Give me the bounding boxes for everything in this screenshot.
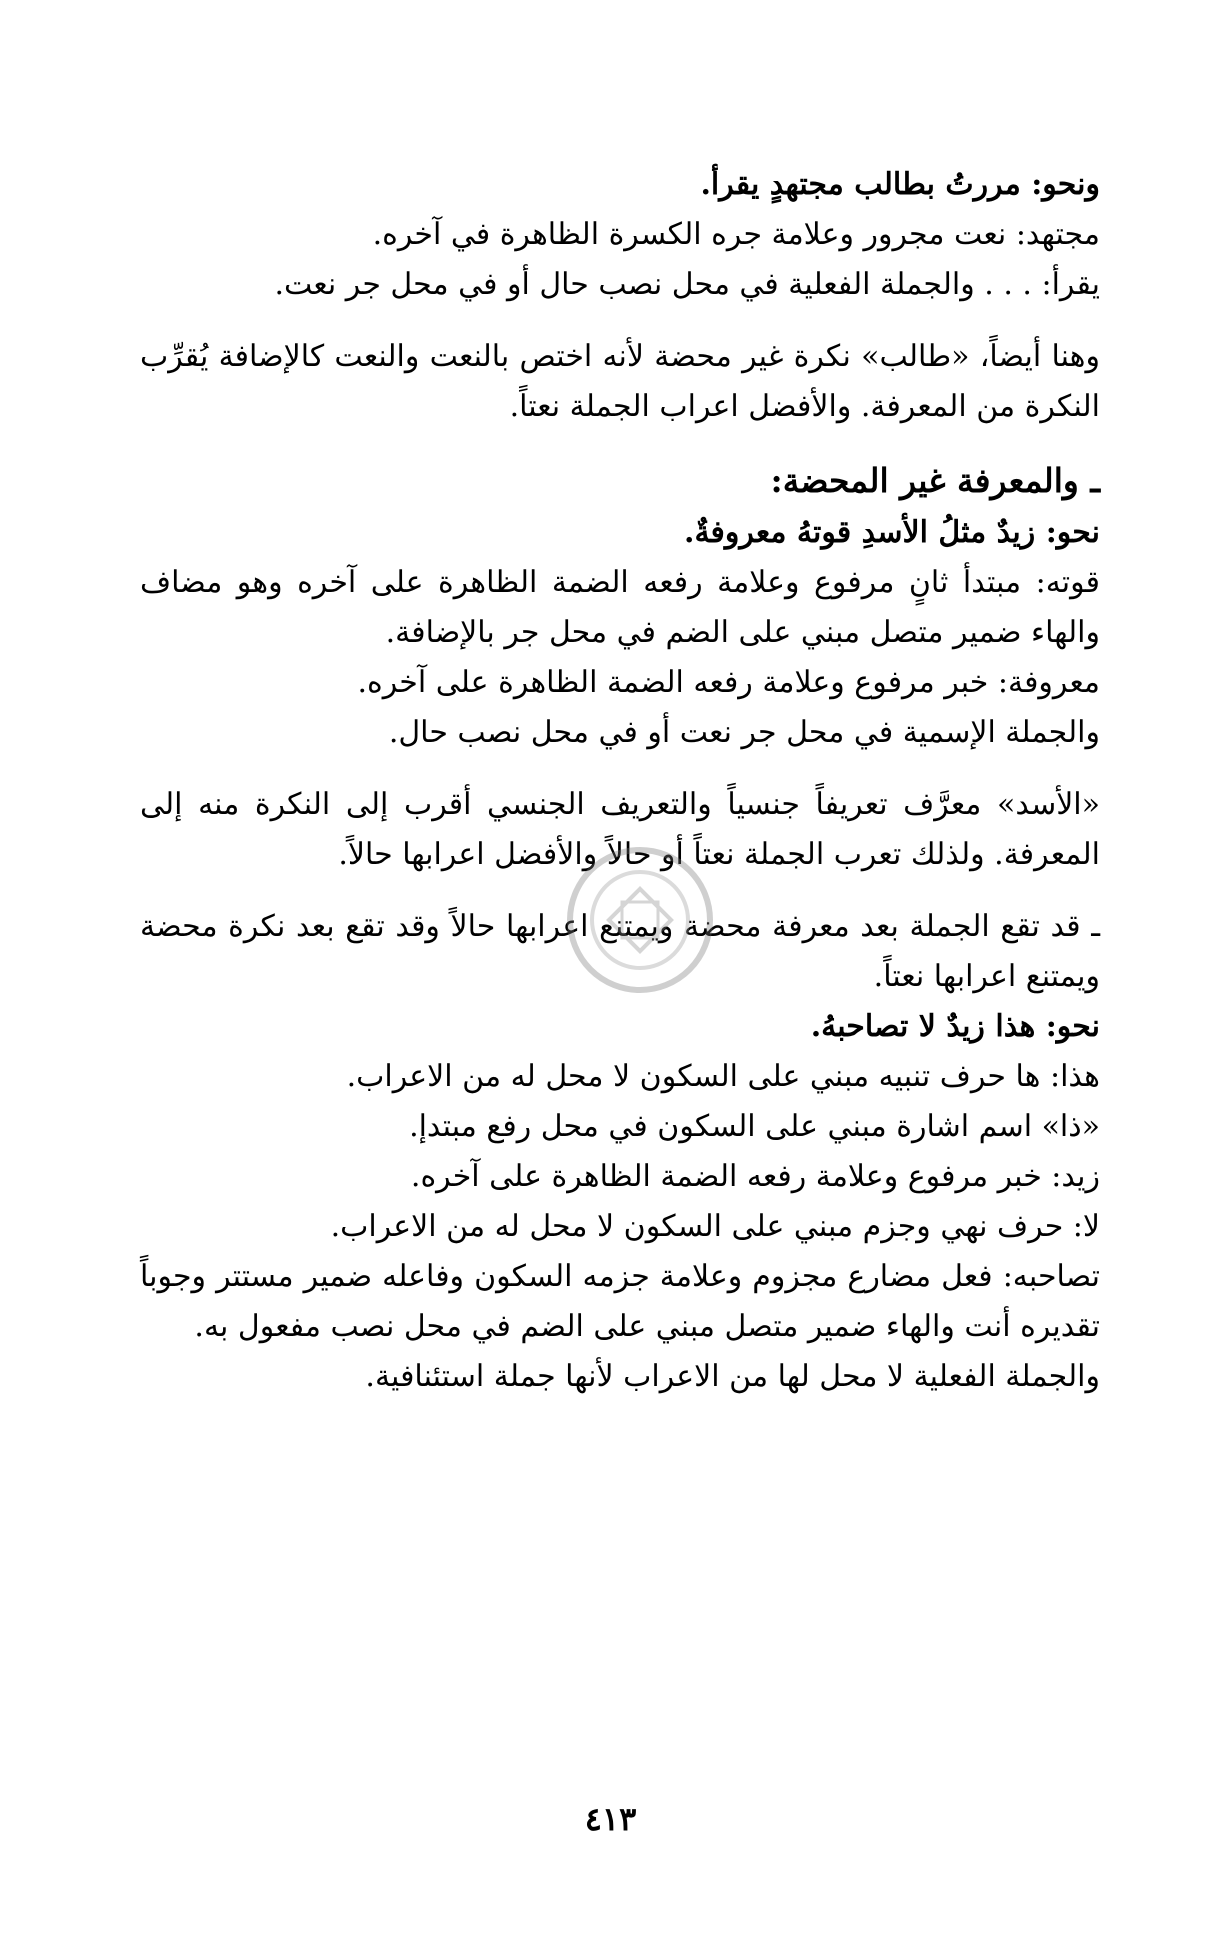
- page-body: [140, 160, 1100, 1840]
- example-sentence: ونحو: مررتُ بطالب مجتهدٍ يقرأ.: [700, 167, 1100, 202]
- page-number: ٤١٣: [584, 1800, 637, 1838]
- parse-line: تصاحبه: فعل مضارع مجزوم وعلامة جزمه السكون وفاعله ضمير مستتر وجوباً تقديره أنت والهاء ضمير متصل مبني على الضم في محل نصب مفعول به.: [140, 1259, 1100, 1344]
- parse-line: قوته: مبتدأ ثانٍ مرفوع وعلامة رفعه الضمة الظاهرة على آخره وهو مضاف والهاء ضمير متصل مبني على الضم في محل جر بالإضافة.: [140, 565, 1100, 650]
- parse-line: والجملة الإسمية في محل جر نعت أو في محل نصب حال.: [388, 715, 1100, 750]
- section-heading: ـ والمعرفة غير المحضة:: [770, 461, 1100, 500]
- example-sentence: نحو: هذا زيدٌ لا تصاحبهُ.: [810, 1009, 1100, 1044]
- parse-line: والجملة الفعلية لا محل لها من الاعراب لأنها جملة استئنافية.: [365, 1359, 1100, 1394]
- example-sentence: نحو: زيدٌ مثلُ الأسدِ قوتهُ معروفةٌ.: [684, 515, 1100, 550]
- parse-line: مجتهد: نعت مجرور وعلامة جره الكسرة الظاهرة في آخره.: [372, 217, 1100, 252]
- parse-line: «ذا» اسم اشارة مبني على السكون في محل رفع مبتدإ.: [409, 1109, 1100, 1144]
- parse-line: لا: حرف نهي وجزم مبني على السكون لا محل له من الاعراب.: [330, 1209, 1100, 1244]
- parse-line: معروفة: خبر مرفوع وعلامة رفعه الضمة الظاهرة على آخره.: [357, 665, 1100, 700]
- explanation-paragraph: وهنا أيضاً، «طالب» نكرة غير محضة لأنه اختص بالنعت والنعت كالإضافة يُقرِّب النكرة من المعرفة. والأفضل اعراب الجملة نعتاً.: [140, 339, 1100, 424]
- parse-line: يقرأ: . . . والجملة الفعلية في محل نصب حال أو في محل جر نعت.: [274, 267, 1100, 302]
- explanation-paragraph: ـ قد تقع الجملة بعد معرفة محضة ويمتنع اعرابها حالاً وقد تقع بعد نكرة محضة ويمتنع اعرابها نعتاً.: [140, 909, 1100, 994]
- explanation-paragraph: «الأسد» معرَّف تعريفاً جنسياً والتعريف الجنسي أقرب إلى النكرة منه إلى المعرفة. ولذلك تعرب الجملة نعتاً أو حالاً والأفضل اعرابها حالاً.: [140, 787, 1100, 872]
- watermark-seal-icon: [560, 840, 720, 1000]
- parse-line: زيد: خبر مرفوع وعلامة رفعه الضمة الظاهرة على آخره.: [410, 1159, 1100, 1194]
- parse-line: هذا: ها حرف تنبيه مبني على السكون لا محل له من الاعراب.: [346, 1059, 1100, 1094]
